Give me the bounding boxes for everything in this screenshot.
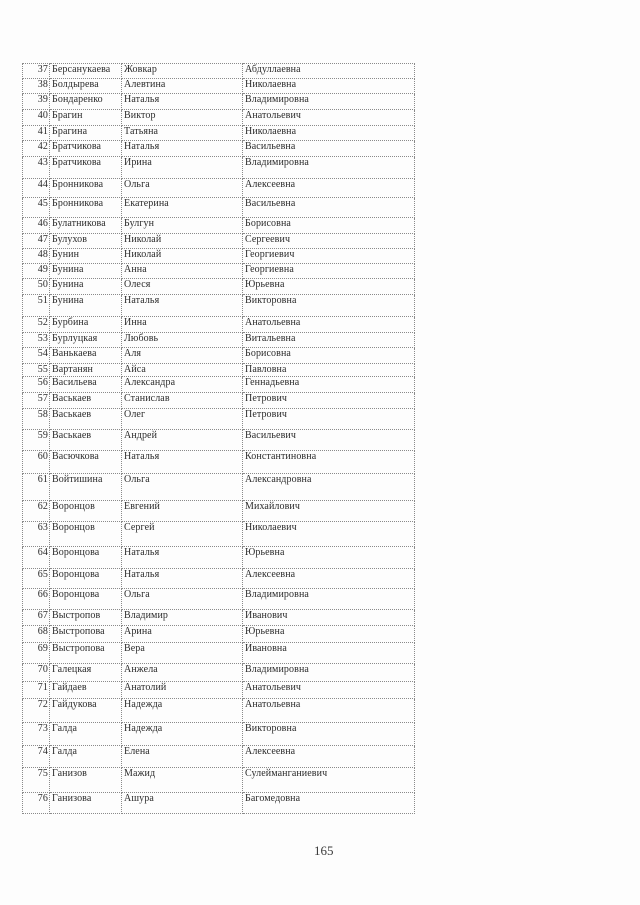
row-number: 64: [23, 547, 50, 569]
last-name-cell: Бронникова: [50, 179, 122, 198]
table-row: [23, 264, 415, 279]
table-row: [23, 64, 415, 79]
row-number: 76: [23, 793, 50, 814]
patronymic-cell: Юрьевна: [243, 626, 415, 643]
first-name-cell: Жовкар: [122, 64, 243, 79]
last-name-cell: Выстропов: [50, 610, 122, 626]
last-name-cell: Брагина: [50, 126, 122, 141]
last-name-cell: Вартанян: [50, 364, 122, 377]
patronymic-cell: Абдуллаевна: [243, 64, 415, 79]
first-name-cell: Николай: [122, 249, 243, 264]
last-name-cell: Ганизов: [50, 768, 122, 793]
first-name-cell: Булгун: [122, 218, 243, 234]
patronymic-cell: Алексеевна: [243, 569, 415, 589]
last-name-cell: Васильева: [50, 377, 122, 393]
row-number: 57: [23, 393, 50, 409]
first-name-cell: Ольга: [122, 179, 243, 198]
patronymic-cell: Владимировна: [243, 589, 415, 610]
row-number: 71: [23, 682, 50, 699]
row-number: 52: [23, 317, 50, 333]
last-name-cell: Васькаев: [50, 409, 122, 430]
patronymic-cell: Михайлович: [243, 501, 415, 522]
first-name-cell: Анжела: [122, 664, 243, 682]
patronymic-cell: Владимировна: [243, 94, 415, 110]
table-row: [23, 364, 415, 377]
patronymic-cell: Иванович: [243, 610, 415, 626]
patronymic-cell: Николаевич: [243, 522, 415, 547]
table-row: [23, 110, 415, 126]
patronymic-cell: Борисовна: [243, 218, 415, 234]
first-name-cell: Анатолий: [122, 682, 243, 699]
row-number: 59: [23, 430, 50, 451]
patronymic-cell: Анатольевна: [243, 699, 415, 723]
first-name-cell: Алевтина: [122, 79, 243, 94]
row-number: 58: [23, 409, 50, 430]
row-number: 68: [23, 626, 50, 643]
table-row: [23, 664, 415, 682]
row-number: 49: [23, 264, 50, 279]
last-name-cell: Ванькаева: [50, 348, 122, 364]
table-row: [23, 522, 415, 547]
first-name-cell: Елена: [122, 746, 243, 768]
first-name-cell: Любовь: [122, 333, 243, 348]
patronymic-cell: Петрович: [243, 409, 415, 430]
patronymic-cell: Анатольевна: [243, 317, 415, 333]
first-name-cell: Олеся: [122, 279, 243, 295]
last-name-cell: Воронцова: [50, 589, 122, 610]
table-row: [23, 393, 415, 409]
table-row: [23, 218, 415, 234]
first-name-cell: Станислав: [122, 393, 243, 409]
row-number: 56: [23, 377, 50, 393]
patronymic-cell: Васильевич: [243, 430, 415, 451]
table-row: [23, 547, 415, 569]
patronymic-cell: Васильевна: [243, 141, 415, 157]
last-name-cell: Брагин: [50, 110, 122, 126]
row-number: 73: [23, 723, 50, 746]
last-name-cell: Гайдаев: [50, 682, 122, 699]
patronymic-cell: Ивановна: [243, 643, 415, 664]
table-row: [23, 295, 415, 317]
patronymic-cell: Алексеевна: [243, 746, 415, 768]
row-number: 53: [23, 333, 50, 348]
table-row: [23, 474, 415, 501]
table-row: [23, 234, 415, 249]
last-name-cell: Булатникова: [50, 218, 122, 234]
first-name-cell: Наталья: [122, 547, 243, 569]
table-row: [23, 699, 415, 723]
first-name-cell: Айса: [122, 364, 243, 377]
row-number: 63: [23, 522, 50, 547]
patronymic-cell: Петрович: [243, 393, 415, 409]
first-name-cell: Надежда: [122, 723, 243, 746]
table-row: [23, 409, 415, 430]
last-name-cell: Братчикова: [50, 157, 122, 179]
patronymic-cell: Алексеевна: [243, 179, 415, 198]
first-name-cell: Евгений: [122, 501, 243, 522]
row-number: 70: [23, 664, 50, 682]
last-name-cell: Бурбина: [50, 317, 122, 333]
first-name-cell: Александра: [122, 377, 243, 393]
patronymic-cell: Георгиевна: [243, 264, 415, 279]
table-row: [23, 377, 415, 393]
first-name-cell: Наталья: [122, 451, 243, 474]
table-row: [23, 569, 415, 589]
table-row: [23, 333, 415, 348]
row-number: 62: [23, 501, 50, 522]
row-number: 43: [23, 157, 50, 179]
first-name-cell: Владимир: [122, 610, 243, 626]
table-row: [23, 793, 415, 814]
patronymic-cell: Геннадьевна: [243, 377, 415, 393]
table-row: [23, 626, 415, 643]
row-number: 46: [23, 218, 50, 234]
row-number: 39: [23, 94, 50, 110]
table-row: [23, 94, 415, 110]
first-name-cell: Николай: [122, 234, 243, 249]
first-name-cell: Татьяна: [122, 126, 243, 141]
last-name-cell: Булухов: [50, 234, 122, 249]
table-row: [23, 430, 415, 451]
table-row: [23, 79, 415, 94]
table-row: [23, 317, 415, 333]
last-name-cell: Бондаренко: [50, 94, 122, 110]
row-number: 54: [23, 348, 50, 364]
table-row: [23, 451, 415, 474]
patronymic-cell: Николаевна: [243, 79, 415, 94]
last-name-cell: Войтишина: [50, 474, 122, 501]
last-name-cell: Выстропова: [50, 643, 122, 664]
last-name-cell: Бурлуцкая: [50, 333, 122, 348]
first-name-cell: Арина: [122, 626, 243, 643]
last-name-cell: Бунина: [50, 295, 122, 317]
last-name-cell: Бронникова: [50, 198, 122, 218]
table-row: [23, 179, 415, 198]
first-name-cell: Ольга: [122, 589, 243, 610]
first-name-cell: Инна: [122, 317, 243, 333]
first-name-cell: Ирина: [122, 157, 243, 179]
last-name-cell: Воронцова: [50, 569, 122, 589]
last-name-cell: Бунина: [50, 279, 122, 295]
first-name-cell: Екатерина: [122, 198, 243, 218]
patronymic-cell: Владимировна: [243, 664, 415, 682]
last-name-cell: Васькаев: [50, 393, 122, 409]
table-row: [23, 768, 415, 793]
row-number: 74: [23, 746, 50, 768]
table-row: [23, 746, 415, 768]
row-number: 67: [23, 610, 50, 626]
table-row: [23, 610, 415, 626]
patronymic-cell: Юрьевна: [243, 547, 415, 569]
first-name-cell: Ольга: [122, 474, 243, 501]
table-row: [23, 643, 415, 664]
row-number: 60: [23, 451, 50, 474]
last-name-cell: Болдырева: [50, 79, 122, 94]
last-name-cell: Васючкова: [50, 451, 122, 474]
last-name-cell: Галецкая: [50, 664, 122, 682]
table-row: [23, 279, 415, 295]
patronymic-cell: Александровна: [243, 474, 415, 501]
patronymic-cell: Николаевна: [243, 126, 415, 141]
row-number: 61: [23, 474, 50, 501]
table-row: [23, 348, 415, 364]
patronymic-cell: Константиновна: [243, 451, 415, 474]
last-name-cell: Галда: [50, 746, 122, 768]
first-name-cell: Ашура: [122, 793, 243, 814]
patronymic-cell: Витальевна: [243, 333, 415, 348]
first-name-cell: Наталья: [122, 94, 243, 110]
table-row: [23, 157, 415, 179]
row-number: 65: [23, 569, 50, 589]
row-number: 66: [23, 589, 50, 610]
page-number: 165: [314, 843, 334, 858]
patronymic-cell: Сулейманганиевич: [243, 768, 415, 793]
patronymic-cell: Павловна: [243, 364, 415, 377]
row-number: 55: [23, 364, 50, 377]
table-row: [23, 141, 415, 157]
first-name-cell: Олег: [122, 409, 243, 430]
patronymic-cell: Анатольевич: [243, 682, 415, 699]
row-number: 47: [23, 234, 50, 249]
row-number: 48: [23, 249, 50, 264]
first-name-cell: Анна: [122, 264, 243, 279]
table-row: [23, 682, 415, 699]
first-name-cell: Наталья: [122, 141, 243, 157]
table-row: [23, 723, 415, 746]
last-name-cell: Воронцова: [50, 547, 122, 569]
first-name-cell: Сергей: [122, 522, 243, 547]
patronymic-cell: Сергеевич: [243, 234, 415, 249]
row-number: 40: [23, 110, 50, 126]
first-name-cell: Виктор: [122, 110, 243, 126]
roster-table-body: [23, 64, 415, 814]
patronymic-cell: Владимировна: [243, 157, 415, 179]
last-name-cell: Бунина: [50, 264, 122, 279]
last-name-cell: Берсанукаева: [50, 64, 122, 79]
first-name-cell: Андрей: [122, 430, 243, 451]
row-number: 75: [23, 768, 50, 793]
patronymic-cell: Борисовна: [243, 348, 415, 364]
last-name-cell: Гайдукова: [50, 699, 122, 723]
patronymic-cell: Юрьевна: [243, 279, 415, 295]
row-number: 38: [23, 79, 50, 94]
row-number: 50: [23, 279, 50, 295]
last-name-cell: Галда: [50, 723, 122, 746]
first-name-cell: Вера: [122, 643, 243, 664]
table-row: [23, 198, 415, 218]
last-name-cell: Воронцов: [50, 522, 122, 547]
last-name-cell: Воронцов: [50, 501, 122, 522]
row-number: 72: [23, 699, 50, 723]
row-number: 69: [23, 643, 50, 664]
row-number: 37: [23, 64, 50, 79]
first-name-cell: Наталья: [122, 295, 243, 317]
last-name-cell: Братчикова: [50, 141, 122, 157]
first-name-cell: Надежда: [122, 699, 243, 723]
last-name-cell: Бунин: [50, 249, 122, 264]
row-number: 44: [23, 179, 50, 198]
last-name-cell: Ганизова: [50, 793, 122, 814]
last-name-cell: Васькаев: [50, 430, 122, 451]
first-name-cell: Аля: [122, 348, 243, 364]
row-number: 42: [23, 141, 50, 157]
table-row: [23, 589, 415, 610]
row-number: 51: [23, 295, 50, 317]
roster-table: [22, 63, 415, 814]
first-name-cell: Наталья: [122, 569, 243, 589]
first-name-cell: Мажид: [122, 768, 243, 793]
table-row: [23, 501, 415, 522]
patronymic-cell: Викторовна: [243, 723, 415, 746]
patronymic-cell: Викторовна: [243, 295, 415, 317]
row-number: 41: [23, 126, 50, 141]
last-name-cell: Выстропова: [50, 626, 122, 643]
patronymic-cell: Анатольевич: [243, 110, 415, 126]
patronymic-cell: Багомедовна: [243, 793, 415, 814]
patronymic-cell: Васильевна: [243, 198, 415, 218]
table-row: [23, 126, 415, 141]
row-number: 45: [23, 198, 50, 218]
patronymic-cell: Георгиевич: [243, 249, 415, 264]
table-row: [23, 249, 415, 264]
